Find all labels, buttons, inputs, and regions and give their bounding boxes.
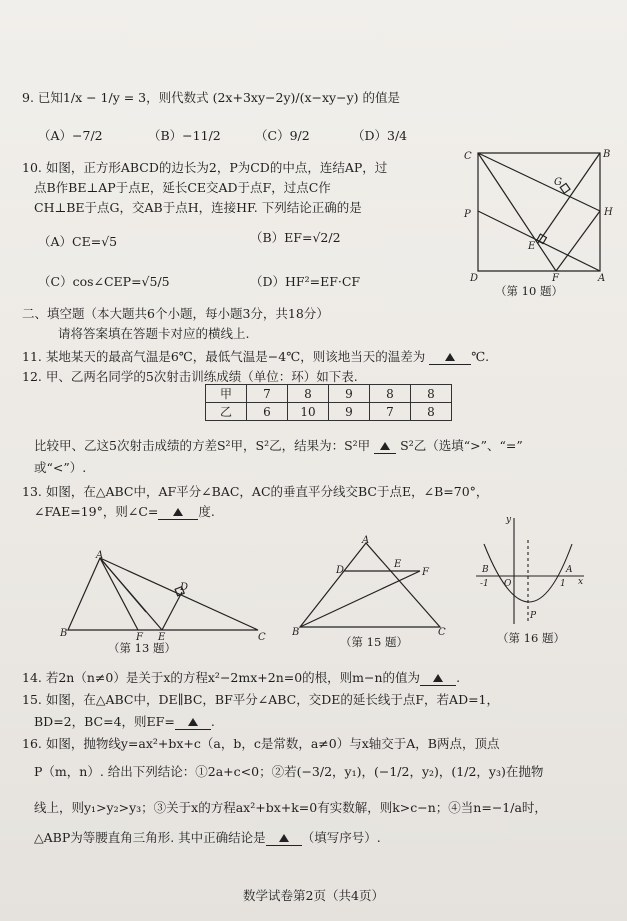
q16-line4a: △ABP为等腰直角三角形. 其中正确结论是 bbox=[34, 830, 266, 845]
question-16-line2: P（m，n）. 给出下列结论：①2a+c<0；②若(−3/2，y₁)，(−1/2，y₂)，(1/2，y₃)在抛物 bbox=[34, 764, 544, 779]
q14-answer-blank bbox=[420, 670, 456, 686]
table-cell: 6 bbox=[247, 403, 288, 421]
fig10-label-p: P bbox=[464, 209, 471, 220]
q9-option-a: （A）−7/2 bbox=[38, 128, 103, 143]
table-row bbox=[206, 385, 452, 403]
q12-answer-blank bbox=[374, 438, 396, 454]
question-13-line2 bbox=[34, 502, 215, 520]
q9-option-c: （C）9/2 bbox=[255, 128, 310, 143]
figure-10-square bbox=[458, 145, 620, 285]
score-table bbox=[205, 384, 452, 421]
svg-text:E: E bbox=[394, 559, 402, 570]
figure-16-caption: （第 16 题） bbox=[497, 631, 565, 645]
svg-text:B: B bbox=[292, 627, 300, 635]
q12-line2-text: 比较甲、乙这5次射击成绩的方差S²甲，S²乙，结果为：S²甲 bbox=[34, 438, 371, 453]
table-cell: 8 bbox=[411, 385, 452, 403]
q10-option-b: （B）EF=√2/2 bbox=[250, 230, 341, 245]
fig10-label-f: F bbox=[552, 273, 559, 284]
svg-text:F: F bbox=[422, 567, 429, 578]
question-11 bbox=[22, 347, 489, 365]
svg-text:F: F bbox=[136, 632, 143, 640]
q10-option-a: （A）CE=√5 bbox=[38, 234, 118, 249]
q11-tail: ℃. bbox=[471, 349, 490, 364]
figure-13-caption: （第 13 题） bbox=[108, 641, 176, 655]
q12-line2b-text: S²乙（选填“>”、“=” bbox=[400, 438, 523, 453]
q13-line2a: ∠FAE=19°，则∠C= bbox=[34, 504, 159, 519]
figure-16-parabola bbox=[470, 510, 590, 630]
svg-text:A: A bbox=[96, 550, 104, 561]
fig10-label-h: H bbox=[604, 207, 613, 218]
question-16-line4 bbox=[34, 828, 381, 846]
q10-option-d: （D）HF²=EF·CF bbox=[250, 274, 361, 289]
answer-marker-icon bbox=[433, 674, 443, 682]
fig10-label-b: B bbox=[603, 149, 611, 160]
table-row bbox=[206, 403, 452, 421]
q9-option-d: （D）3/4 bbox=[352, 128, 408, 143]
q14-text: 14. 若2n（n≠0）是关于x的方程x²−2mx+2n=0的根，则m−n的值为 bbox=[22, 670, 421, 685]
answer-marker-icon bbox=[445, 353, 455, 361]
section-2-title: 二、填空题（本大题共6个小题，每小题3分，共18分） bbox=[22, 306, 329, 321]
page-footer: 数学试卷第2页（共4页） bbox=[243, 888, 384, 903]
q16-answer-blank bbox=[266, 830, 302, 846]
q13-line2b: 度. bbox=[198, 504, 215, 519]
question-15-line2 bbox=[34, 712, 215, 730]
question-14 bbox=[22, 668, 460, 686]
table-cell: 8 bbox=[411, 403, 452, 421]
table-cell: 甲 bbox=[206, 385, 247, 403]
figure-13-triangle bbox=[58, 548, 268, 640]
q14-tail: . bbox=[456, 670, 461, 685]
question-9: 9. 已知1/x − 1/y = 3，则代数式 (2x+3xy−2y)/(x−xy−y) 的值是 bbox=[22, 90, 400, 105]
fig10-label-g: G bbox=[554, 177, 562, 188]
q10-option-c: （C）cos∠CEP=√5/5 bbox=[38, 274, 170, 289]
question-16-line3: 线上，则y₁>y₂>y₃；③关于x的方程ax²+bx+k=0有实数解，则k>c−n；④当n=−1/a时， bbox=[34, 800, 547, 815]
q15-answer-blank bbox=[175, 714, 211, 730]
answer-marker-icon bbox=[380, 442, 390, 450]
question-12: 12. 甲、乙两名同学的5次射击训练成绩（单位：环）如下表. bbox=[22, 369, 358, 384]
question-10-line1: 10. 如图，正方形ABCD的边长为2，P为CD的中点，连结AP，过 bbox=[22, 160, 388, 175]
fig10-label-a: A bbox=[598, 273, 606, 284]
svg-text:x: x bbox=[578, 577, 584, 587]
figure-15-triangle bbox=[292, 535, 452, 635]
fig10-label-d: D bbox=[470, 273, 479, 284]
q13-answer-blank bbox=[158, 504, 198, 520]
fig10-label-c: C bbox=[464, 151, 472, 162]
svg-text:E: E bbox=[158, 632, 166, 640]
fig10-label-e: E bbox=[528, 241, 536, 252]
question-10-line3: CH⊥BE于点G，交AB于点H，连接HF. 下列结论正确的是 bbox=[34, 200, 362, 215]
q9-option-b: （B）−11/2 bbox=[148, 128, 221, 143]
svg-text:1: 1 bbox=[560, 579, 566, 589]
answer-marker-icon bbox=[279, 834, 289, 842]
svg-text:D: D bbox=[180, 582, 189, 593]
table-cell: 7 bbox=[247, 385, 288, 403]
svg-text:A: A bbox=[566, 565, 573, 575]
svg-text:B: B bbox=[60, 628, 68, 639]
table-cell: 9 bbox=[329, 385, 370, 403]
question-10-line2: 点B作BE⊥AP于点E，延长CE交AD于点F，过点C作 bbox=[34, 180, 331, 195]
table-cell: 乙 bbox=[206, 403, 247, 421]
question-15-line1: 15. 如图，在△ABC中，DE∥BC，BF平分∠ABC，交DE的延长线于点F，若AD=1， bbox=[22, 692, 500, 707]
table-cell: 8 bbox=[370, 385, 411, 403]
svg-text:C: C bbox=[258, 632, 266, 640]
svg-text:y: y bbox=[506, 515, 512, 525]
table-cell: 10 bbox=[288, 403, 329, 421]
question-16-line1: 16. 如图，抛物线y=ax²+bx+c（a，b，c是常数，a≠0）与x轴交于A，B两点，顶点 bbox=[22, 736, 500, 751]
table-cell: 7 bbox=[370, 403, 411, 421]
svg-text:B: B bbox=[482, 565, 489, 575]
q16-line4b: （填写序号）. bbox=[301, 830, 381, 845]
svg-text:-1: -1 bbox=[480, 579, 489, 589]
figure-15-caption: （第 15 题） bbox=[340, 635, 408, 649]
svg-text:A: A bbox=[362, 535, 370, 546]
q15-line2a: BD=2，BC=4，则EF= bbox=[34, 714, 175, 729]
svg-text:C: C bbox=[438, 627, 446, 635]
svg-text:P: P bbox=[530, 611, 537, 621]
section-2-note: 请将答案填在答题卡对应的横线上. bbox=[58, 326, 250, 341]
answer-marker-icon bbox=[188, 718, 198, 726]
question-12-line3: 或“<”）. bbox=[34, 460, 87, 475]
svg-text:O: O bbox=[504, 579, 512, 589]
answer-marker-icon bbox=[173, 508, 183, 516]
question-13-line1: 13. 如图，在△ABC中，AF平分∠BAC，AC的垂直平分线交BC于点E，∠B=70°， bbox=[22, 484, 489, 499]
q11-text: 11. 某地某天的最高气温是6℃，最低气温是−4℃，则该地当天的温差为 bbox=[22, 349, 426, 364]
table-cell: 9 bbox=[329, 403, 370, 421]
q11-answer-blank bbox=[429, 349, 471, 365]
table-cell: 8 bbox=[288, 385, 329, 403]
question-12-line2 bbox=[34, 436, 523, 454]
figure-10-caption: （第 10 题） bbox=[495, 284, 563, 298]
q15-line2b: . bbox=[210, 714, 215, 729]
svg-text:D: D bbox=[336, 565, 345, 576]
